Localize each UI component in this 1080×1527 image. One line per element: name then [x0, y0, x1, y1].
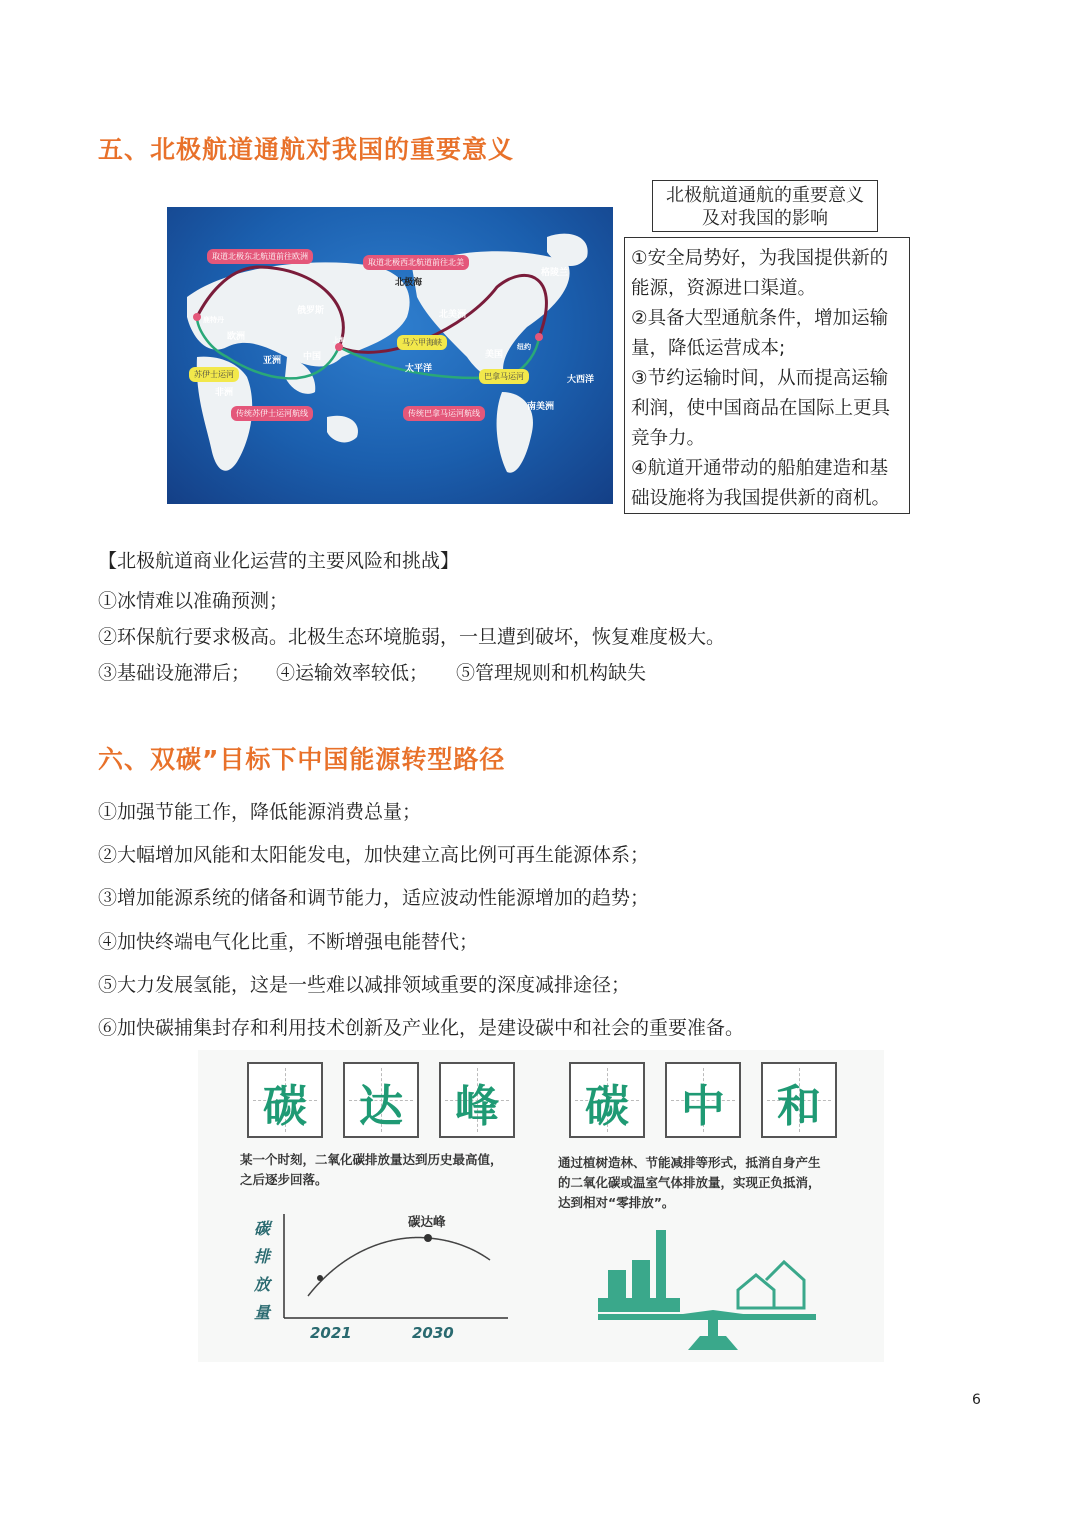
path-item: ①加强节能工作，降低能源消费总量；: [98, 801, 422, 823]
char-box: [569, 1062, 645, 1138]
carbon-balance-illustration: [598, 1220, 818, 1355]
risk-item: ②环保航行要求极高。北极生态环境脆弱，一旦遭到破坏，恢复难度极大。: [98, 626, 726, 648]
box-line: 竞争力。: [631, 428, 706, 449]
label-south-america: 南美洲: [527, 402, 555, 412]
label-shanghai: 上海: [333, 337, 346, 344]
page-number: 6: [972, 1392, 981, 1408]
y-label-char: 排: [254, 1247, 271, 1266]
tag-panama-route: 传统巴拿马运河航线: [403, 406, 485, 421]
path-item: ④加快终端电气化比重，不断增强电能替代；: [98, 931, 479, 953]
tag-panama-canal: 巴拿马运河: [479, 369, 529, 384]
box-title-line1: 北极航道通航的重要意义: [666, 185, 864, 206]
label-russia: 俄罗斯: [297, 306, 325, 316]
label-atlantic: 大西洋: [567, 375, 595, 385]
char-tan2: 碳: [585, 1081, 629, 1132]
label-asia: 亚洲: [263, 356, 282, 366]
label-newyork: 纽约: [517, 343, 531, 351]
significance-box: [624, 237, 910, 514]
label-greenland: 格陵兰: [541, 268, 569, 278]
label-china: 中国: [303, 352, 322, 362]
label-usa: 美国: [485, 350, 504, 360]
arctic-route-map: [167, 207, 613, 504]
peak-label: 碳达峰: [408, 1214, 446, 1229]
char-he: 和: [777, 1081, 821, 1132]
path-item: ⑥加快碳捕集封存和利用技术创新及产业化，是建设碳中和社会的重要准备。: [98, 1017, 745, 1039]
label-africa: 非洲: [215, 388, 234, 398]
char-da: 达: [359, 1081, 403, 1132]
risk-item: ④运输效率较低；: [276, 662, 429, 684]
caption-line: 某一个时刻，二氧化碳排放量达到历史最高值，: [240, 1152, 503, 1167]
caption-line: 的二氧化碳或温室气体排放量，实现正负抵消，: [558, 1175, 821, 1190]
box-line: ②具备大型通航条件，增加运输: [631, 308, 889, 329]
emission-curve-graph: [278, 1210, 518, 1330]
label-europe: 欧洲: [227, 332, 246, 342]
point-2030-peak: [424, 1234, 432, 1242]
box-line: 础设施将为我国提供新的商机。: [631, 488, 891, 509]
char-box: [665, 1062, 741, 1138]
box-line: ④航道开通带动的船舶建造和基: [631, 458, 889, 479]
scale-icon: [598, 1310, 816, 1350]
risk-heading: 【北极航道商业化运营的主要风险和挑战】: [98, 550, 460, 572]
label-rotterdam: 鹿特丹: [203, 316, 224, 324]
y-label-char: 放: [254, 1275, 271, 1294]
box-line: 量，降低运营成本;: [631, 338, 786, 359]
risk-item: ①冰情难以准确预测；: [98, 590, 289, 612]
char-tan: 碳: [263, 1081, 307, 1132]
char-box: [247, 1062, 323, 1138]
box-line: ①安全局势好，为我国提供新的: [631, 248, 889, 269]
char-zhong: 中: [681, 1081, 725, 1132]
tag-suez-canal: 苏伊士运河: [189, 367, 239, 382]
peak-caption: [240, 1150, 503, 1190]
x-tick-2021: 2021: [310, 1324, 352, 1342]
house-icon: [738, 1262, 804, 1308]
tag-nw-route: 取道北极西北航道前往北美: [363, 255, 469, 270]
box-line: 利润，使中国商品在国际上更具: [631, 398, 891, 419]
char-box: [761, 1062, 837, 1138]
label-north-america: 北美洲: [439, 310, 467, 320]
neutral-caption: [558, 1153, 821, 1213]
char-feng: 峰: [455, 1081, 499, 1132]
x-tick-2030: 2030: [412, 1324, 454, 1342]
box-title-line2: 及对我国的影响: [702, 208, 828, 229]
y-label-char: 量: [254, 1303, 271, 1322]
caption-line: 通过植树造林、节能减排等形式，抵消自身产生: [558, 1155, 821, 1170]
box-line: ③节约运输时间，从而提高运输: [631, 368, 889, 389]
y-label-char: 碳: [254, 1219, 271, 1238]
caption-line: 之后逐步回落。: [240, 1172, 328, 1187]
path-item: ③增加能源系统的储备和调节能力，适应波动性能源增加的趋势；: [98, 887, 650, 909]
tag-malacca: 马六甲海峡: [397, 335, 447, 350]
risk-item: ③基础设施滞后；: [98, 662, 251, 684]
section5-title: 五、北极航道通航对我国的重要意义: [98, 135, 515, 164]
risk-item: ⑤管理规则和机构缺失: [456, 662, 647, 684]
tag-ne-route: 取道北极东北航道前往欧洲: [207, 249, 313, 264]
tag-suez-route: 传统苏伊士运河航线: [231, 406, 313, 421]
path-item: ②大幅增加风能和太阳能发电，加快建立高比例可再生能源体系；: [98, 844, 650, 866]
section6-title: 六、双碳”目标下中国能源转型路径: [98, 745, 506, 774]
factory-icon: [598, 1230, 680, 1312]
box-line: 能源，资源进口渠道。: [631, 278, 817, 299]
char-box: [343, 1062, 419, 1138]
label-pacific: 太平洋: [405, 364, 433, 374]
caption-line: 达到相对“零排放”。: [558, 1195, 675, 1210]
path-item: ⑤大力发展氢能，这是一些难以减排领域重要的深度减排途径；: [98, 974, 631, 996]
significance-box-title: [652, 180, 878, 232]
emission-curve: [308, 1238, 490, 1296]
carbon-peak-neutrality-infographic: [198, 1050, 884, 1362]
char-box: [439, 1062, 515, 1138]
point-2021: [317, 1275, 323, 1281]
label-arctic: 北极海: [395, 278, 423, 288]
